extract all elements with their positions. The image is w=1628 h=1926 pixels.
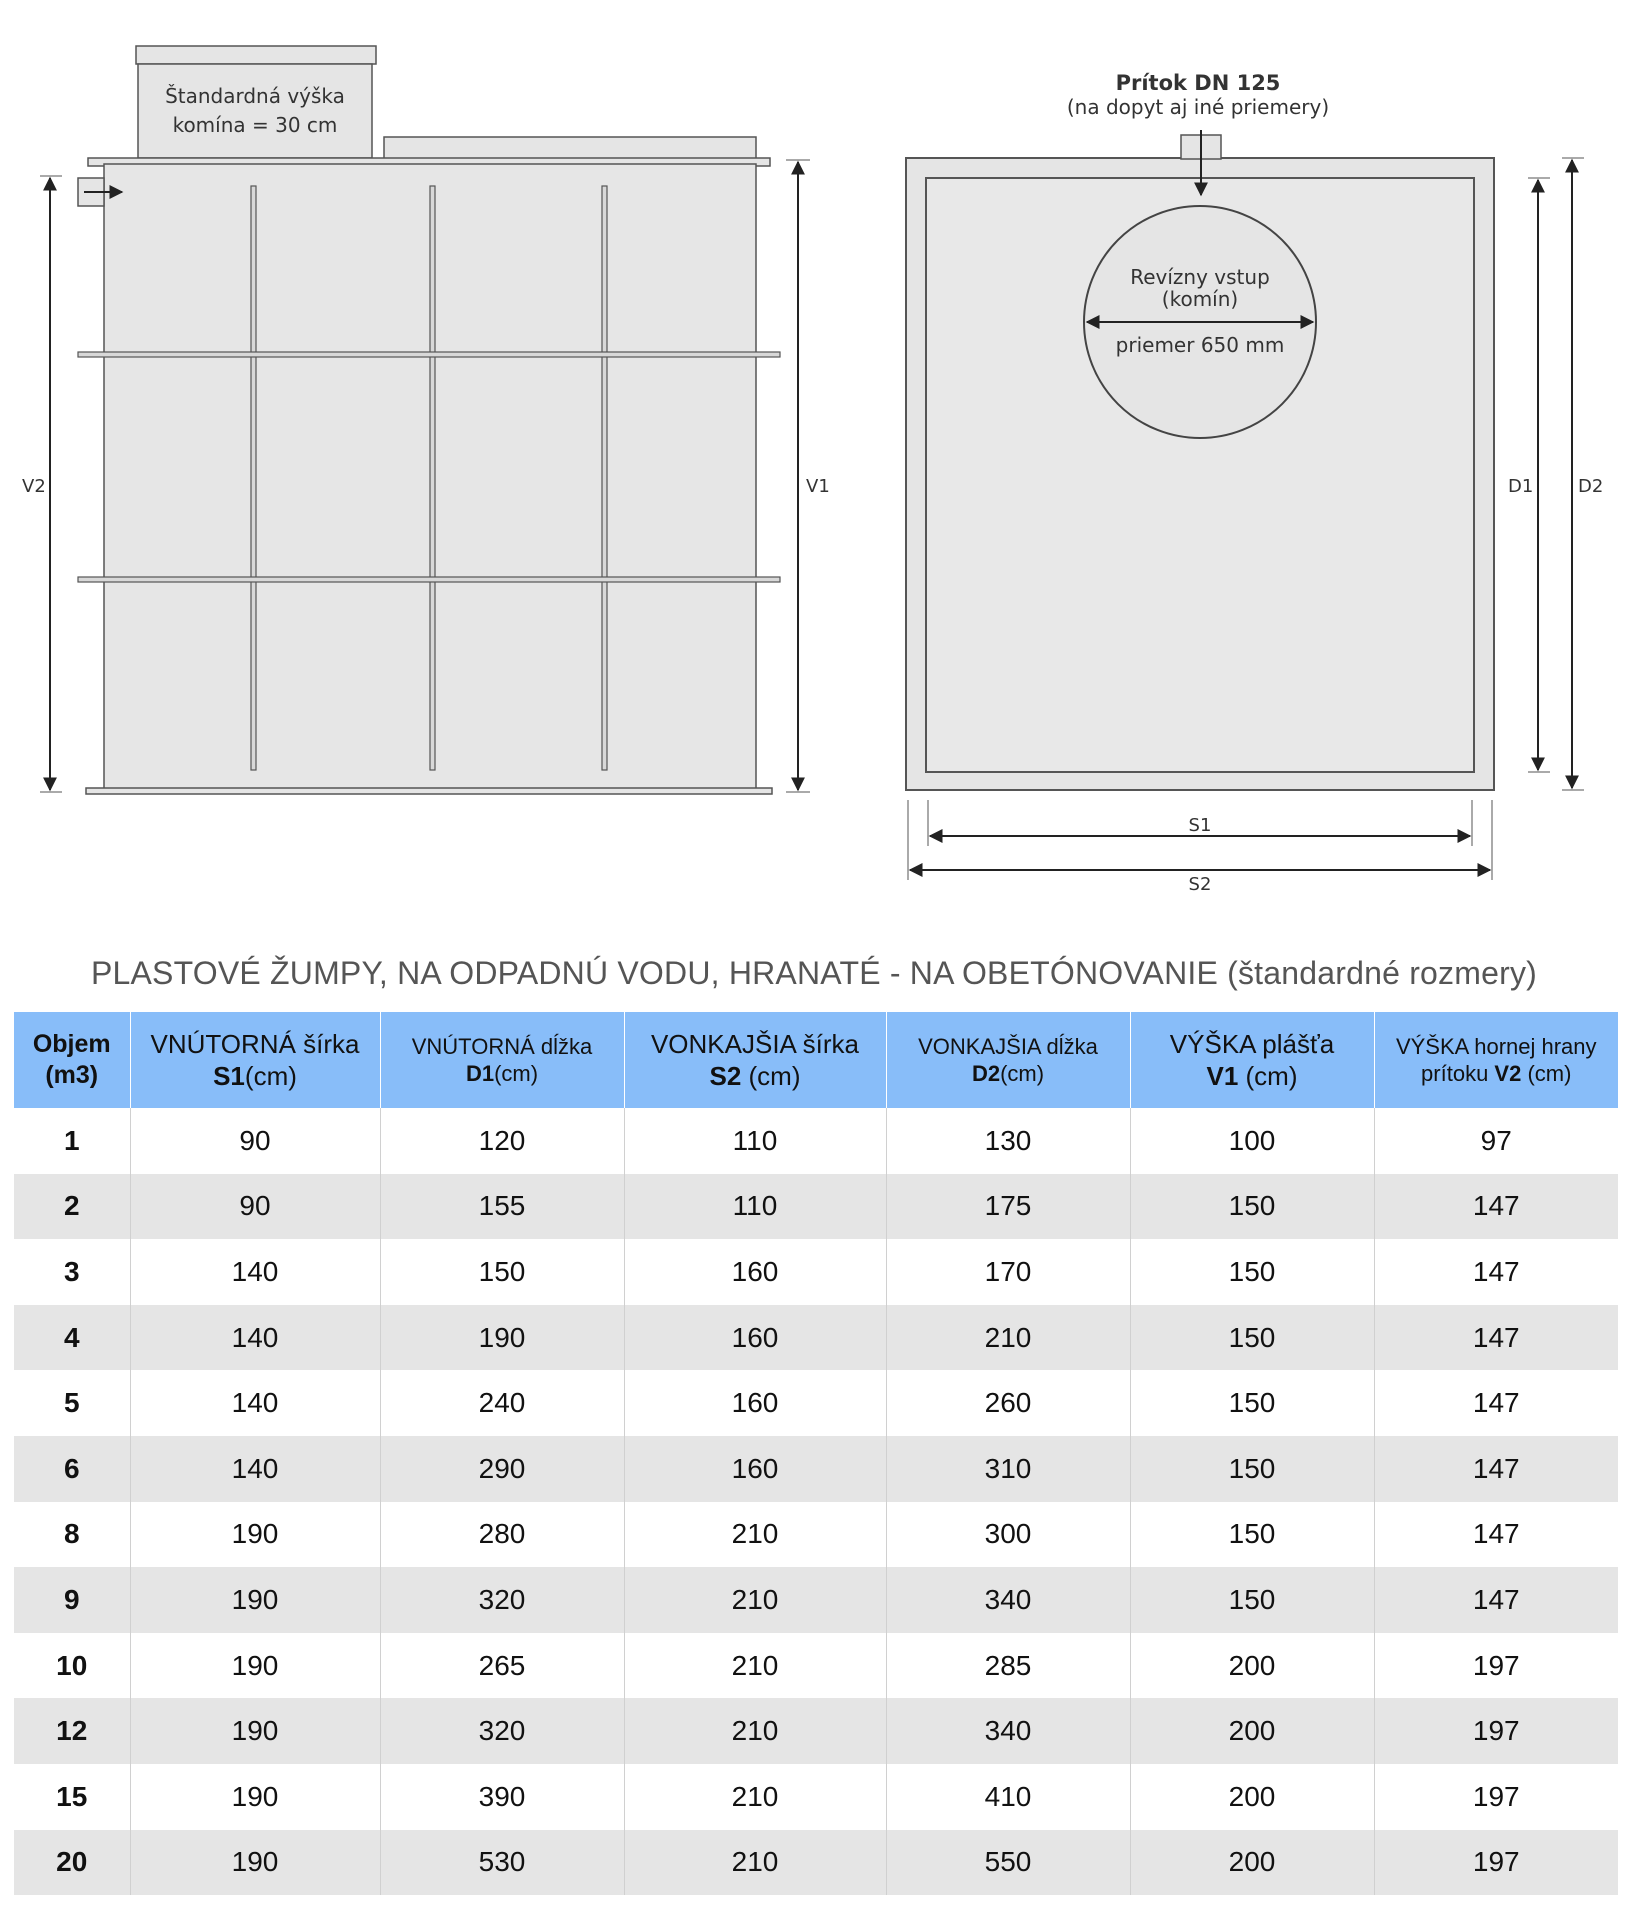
table-cell: 170 — [886, 1239, 1130, 1305]
table-cell: 210 — [624, 1633, 886, 1699]
table-cell: 197 — [1374, 1698, 1618, 1764]
table-cell: 175 — [886, 1174, 1130, 1240]
manhole-diameter-label: priemer 650 mm — [1115, 333, 1285, 357]
table-cell: 390 — [380, 1764, 624, 1830]
table-cell: 197 — [1374, 1764, 1618, 1830]
table-cell: 150 — [1130, 1436, 1374, 1502]
table-cell: 197 — [1374, 1633, 1618, 1699]
tank-diagram — [0, 0, 1628, 930]
table-cell: 147 — [1374, 1239, 1618, 1305]
table-cell: 150 — [1130, 1239, 1374, 1305]
bottom-flange — [86, 788, 772, 794]
table-cell: 190 — [130, 1698, 380, 1764]
table-cell: 240 — [380, 1370, 624, 1436]
table-cell: 530 — [380, 1830, 624, 1896]
table-title: PLASTOVÉ ŽUMPY, NA ODPADNÚ VODU, HRANATÉ - NA OBETÓNOVANIE (štandardné rozmery) — [90, 955, 1538, 991]
volume-cell: 15 — [14, 1764, 130, 1830]
header-shell-height: VÝŠKA plášťa V1 (cm) — [1130, 1012, 1374, 1108]
d1-label: D1 — [1508, 476, 1534, 497]
table-cell: 340 — [886, 1567, 1130, 1633]
table-cell: 150 — [1130, 1305, 1374, 1371]
volume-cell: 12 — [14, 1698, 130, 1764]
table-cell: 147 — [1374, 1436, 1618, 1502]
inflow-note: (na dopyt aj iné priemery) — [1066, 95, 1330, 119]
manhole-label-line2: (komín) — [1161, 287, 1239, 311]
volume-cell: 9 — [14, 1567, 130, 1633]
horizontal-rib — [78, 577, 780, 582]
table-cell: 210 — [886, 1305, 1130, 1371]
vertical-rib — [602, 186, 607, 770]
manhole-label-line1: Revízny vstup — [1130, 265, 1270, 289]
table-cell: 310 — [886, 1436, 1130, 1502]
d2-label: D2 — [1578, 476, 1604, 497]
table-cell: 200 — [1130, 1633, 1374, 1699]
table-cell: 200 — [1130, 1698, 1374, 1764]
table-cell: 285 — [886, 1633, 1130, 1699]
volume-cell: 6 — [14, 1436, 130, 1502]
inflow-title: Prítok DN 125 — [1115, 71, 1281, 95]
table-row — [14, 1436, 1618, 1502]
table-cell: 90 — [130, 1174, 380, 1240]
s1-label: S1 — [1188, 815, 1212, 836]
table-cell: 197 — [1374, 1830, 1618, 1896]
table-row — [14, 1370, 1618, 1436]
table-cell: 210 — [624, 1764, 886, 1830]
table-cell: 200 — [1130, 1764, 1374, 1830]
table-cell: 140 — [130, 1239, 380, 1305]
table-cell: 210 — [624, 1698, 886, 1764]
table-cell: 190 — [380, 1305, 624, 1371]
table-row — [14, 1567, 1618, 1633]
table-cell: 210 — [624, 1830, 886, 1896]
vertical-rib — [430, 186, 435, 770]
header-outer-length: VONKAJŠIA dĺžka D2(cm) — [886, 1012, 1130, 1108]
table-cell: 260 — [886, 1370, 1130, 1436]
table-cell: 147 — [1374, 1174, 1618, 1240]
table-cell: 410 — [886, 1764, 1130, 1830]
table-cell: 150 — [1130, 1174, 1374, 1240]
table-cell: 160 — [624, 1239, 886, 1305]
table-row — [14, 1698, 1618, 1764]
table-cell: 210 — [624, 1567, 886, 1633]
table-cell: 147 — [1374, 1502, 1618, 1568]
chimney-label-line1: Štandardná výška — [165, 84, 345, 108]
table-row — [14, 1239, 1618, 1305]
table-cell: 140 — [130, 1370, 380, 1436]
table-cell: 150 — [380, 1239, 624, 1305]
table-cell: 300 — [886, 1502, 1130, 1568]
table-cell: 140 — [130, 1305, 380, 1371]
table-cell: 147 — [1374, 1567, 1618, 1633]
table-cell: 110 — [624, 1108, 886, 1174]
table-cell: 140 — [130, 1436, 380, 1502]
table-cell: 190 — [130, 1502, 380, 1568]
table-row — [14, 1305, 1618, 1371]
header-outer-width: VONKAJŠIA šírka S2 (cm) — [624, 1012, 886, 1108]
table-cell: 190 — [130, 1633, 380, 1699]
table-row — [14, 1502, 1618, 1568]
volume-cell: 4 — [14, 1305, 130, 1371]
volume-cell: 8 — [14, 1502, 130, 1568]
table-cell: 320 — [380, 1698, 624, 1764]
table-cell: 200 — [1130, 1830, 1374, 1896]
table-cell: 160 — [624, 1305, 886, 1371]
table-cell: 190 — [130, 1830, 380, 1896]
table-row — [14, 1633, 1618, 1699]
table-cell: 155 — [380, 1174, 624, 1240]
table-cell: 150 — [1130, 1567, 1374, 1633]
table-cell: 550 — [886, 1830, 1130, 1896]
volume-cell: 20 — [14, 1830, 130, 1896]
table-cell: 340 — [886, 1698, 1130, 1764]
table-cell: 320 — [380, 1567, 624, 1633]
table-cell: 147 — [1374, 1305, 1618, 1371]
table-cell: 150 — [1130, 1370, 1374, 1436]
top-view — [906, 71, 1603, 895]
table-row — [14, 1108, 1618, 1174]
table-row — [14, 1764, 1618, 1830]
volume-cell: 1 — [14, 1108, 130, 1174]
table-cell: 290 — [380, 1436, 624, 1502]
table-row — [14, 1174, 1618, 1240]
table-body — [14, 1108, 1618, 1895]
table-cell: 280 — [380, 1502, 624, 1568]
chimney — [138, 64, 372, 158]
table-cell: 265 — [380, 1633, 624, 1699]
table-cell: 100 — [1130, 1108, 1374, 1174]
header-inflow-height: VÝŠKA hornej hrany prítoku V2 (cm) — [1374, 1012, 1618, 1108]
header-inner-width: VNÚTORNÁ šírka S1(cm) — [130, 1012, 380, 1108]
chimney-cap — [136, 46, 376, 64]
table-cell: 120 — [380, 1108, 624, 1174]
table-cell: 110 — [624, 1174, 886, 1240]
header-inner-length: VNÚTORNÁ dĺžka D1(cm) — [380, 1012, 624, 1108]
table-cell: 130 — [886, 1108, 1130, 1174]
v2-label: V2 — [22, 476, 46, 497]
chimney-label-line2: komína = 30 cm — [172, 113, 338, 137]
horizontal-rib — [78, 352, 780, 357]
volume-cell: 5 — [14, 1370, 130, 1436]
lid-plate — [384, 137, 756, 159]
table-cell: 160 — [624, 1370, 886, 1436]
side-view — [22, 46, 830, 794]
v1-label: V1 — [806, 476, 830, 497]
table-cell: 150 — [1130, 1502, 1374, 1568]
table-cell: 210 — [624, 1502, 886, 1568]
table-cell: 90 — [130, 1108, 380, 1174]
table-cell: 190 — [130, 1567, 380, 1633]
volume-cell: 10 — [14, 1633, 130, 1699]
table-cell: 190 — [130, 1764, 380, 1830]
table-cell: 160 — [624, 1436, 886, 1502]
vertical-rib — [251, 186, 256, 770]
table-header-row — [14, 1012, 1618, 1108]
table-cell: 147 — [1374, 1370, 1618, 1436]
volume-cell: 3 — [14, 1239, 130, 1305]
table-row — [14, 1830, 1618, 1896]
volume-cell: 2 — [14, 1174, 130, 1240]
header-volume: Objem (m3) — [14, 1012, 130, 1108]
s2-label: S2 — [1188, 874, 1212, 895]
table-cell: 97 — [1374, 1108, 1618, 1174]
dimensions-table — [14, 1012, 1618, 1895]
